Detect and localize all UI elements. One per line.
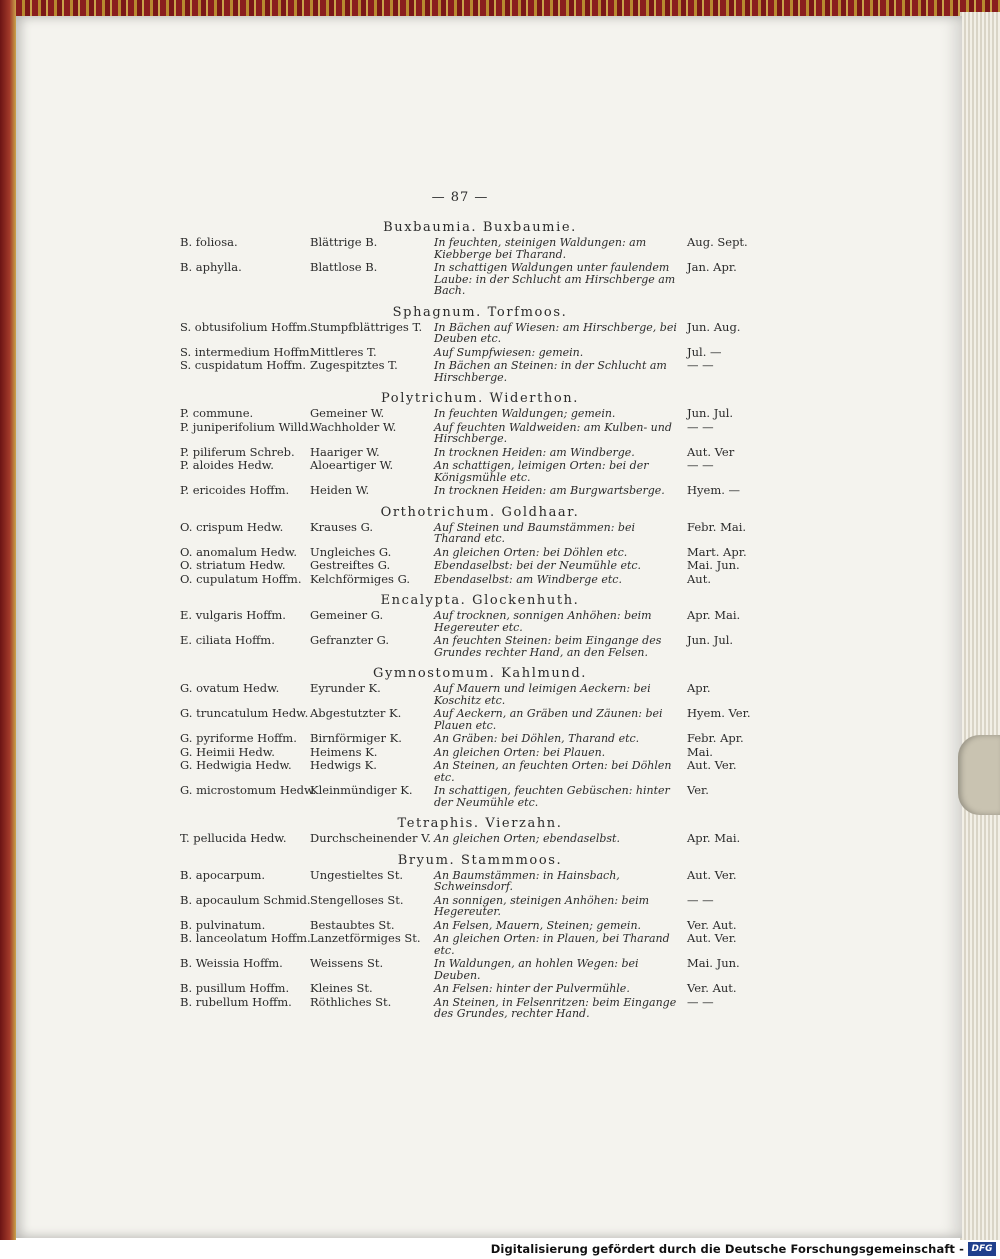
habitat-text: An Steinen, an feuchten Orten: bei Döhlen etc. — [434, 759, 672, 784]
latin-name: G. microstomum Hedw. — [180, 783, 317, 797]
german-name: Haariger W. — [310, 444, 380, 459]
german-name: Lanzetförmiges St. — [310, 931, 421, 945]
species-row — [180, 708, 760, 731]
habitat-text: Auf trocknen, sonnigen Anhöhen: beim Hegereuter etc. — [434, 609, 652, 634]
season-text: Aut. Ver. — [687, 758, 737, 772]
season-text: Apr. Mai. — [687, 608, 741, 622]
species-row — [180, 319, 760, 345]
species-row — [180, 733, 760, 745]
season-text: Jan. Apr. — [687, 260, 737, 274]
species-row — [180, 635, 760, 658]
season-text: Jun. Aug. — [687, 319, 741, 334]
habitat-text: In Bächen auf Wiesen: am Hirschberge, bei Deuben etc. — [434, 320, 677, 345]
season-text: Mai. — [687, 744, 713, 759]
german-name: Ungleiches G. — [310, 544, 392, 559]
species-row — [180, 867, 760, 893]
habitat-text: Auf feuchten Waldweiden: am Kulben- und Hirschberge. — [434, 420, 672, 445]
season-text: Aut. Ver. — [687, 931, 737, 945]
german-name: Mittleres T. — [310, 344, 377, 359]
german-name: Stumpfblättriges T. — [310, 319, 423, 334]
latin-name: O. anomalum Hedw. — [180, 544, 297, 559]
german-name: Blättrige B. — [310, 235, 378, 249]
habitat-text: An Steinen, in Felsenritzen: beim Eingange des Grundes, rechter Hand. — [434, 995, 677, 1020]
species-row — [180, 933, 760, 956]
season-text: Mai. Jun. — [687, 558, 740, 572]
season-text: — — — [687, 358, 714, 372]
german-name: Wachholder W. — [310, 419, 397, 434]
habitat-text: Ebendaselbst: am Windberge etc. — [434, 572, 622, 586]
latin-name: E. vulgaris Hoffm. — [180, 608, 286, 622]
season-text: — — — [687, 994, 714, 1009]
habitat-text: An feuchten Steinen: beim Eingange des Grundes rechter Hand, an den Felsen. — [434, 634, 662, 659]
latin-name: B. foliosa. — [180, 235, 238, 249]
habitat-text: An Felsen, Mauern, Steinen; gemein. — [434, 918, 642, 932]
latin-name: P. piliferum Schreb. — [180, 444, 295, 459]
species-row — [180, 519, 760, 545]
season-text: — — — [687, 458, 714, 472]
latin-name: B. lanceolatum Hoffm. — [180, 931, 311, 945]
latin-name: B. rubellum Hoffm. — [180, 994, 292, 1009]
species-row — [180, 485, 760, 497]
german-name: Bestaubtes St. — [310, 917, 395, 932]
habitat-text: An schattigen, leimigen Orten: bei der Königsmühle etc. — [434, 459, 649, 484]
habitat-text: Auf Sumpfwiesen: gemein. — [434, 345, 584, 359]
habitat-text: In feuchten, steinigen Waldungen: am Kiebberge bei Tharand. — [434, 236, 647, 261]
latin-name: P. aloides Hedw. — [180, 458, 274, 472]
species-row — [180, 683, 760, 706]
species-row — [180, 994, 760, 1020]
german-name: Gestreiftes G. — [310, 558, 391, 572]
species-row — [180, 983, 760, 995]
german-name: Stengelloses St. — [310, 892, 404, 907]
species-row — [180, 444, 760, 459]
genus-heading: Gymnostomum. Kahlmund. — [373, 666, 587, 681]
latin-name: P. commune. — [180, 406, 254, 420]
season-text: Jul. — — [687, 344, 722, 359]
german-name: Gefranzter G. — [310, 633, 390, 647]
latin-name: B. apocarpum. — [180, 867, 266, 882]
species-row — [180, 744, 760, 759]
german-name: Blattlose B. — [310, 260, 378, 274]
latin-name: S. cuspidatum Hoffm. — [180, 358, 307, 372]
habitat-text: An gleichen Orten: bei Plauen. — [434, 745, 606, 759]
species-row — [180, 958, 760, 981]
latin-name: B. aphylla. — [180, 260, 242, 274]
habitat-text: Auf Mauern und leimigen Aeckern: bei Koschitz etc. — [434, 682, 651, 707]
habitat-text: In schattigen Waldungen unter faulendem Laube: in der Schlucht am Hirschberge am Bach. — [434, 261, 676, 297]
species-row — [180, 571, 760, 586]
species-row — [180, 560, 760, 572]
habitat-text: An Baumstämmen: in Hainsbach, Schweinsdorf. — [434, 868, 620, 893]
german-name: Gemeiner W. — [310, 406, 385, 420]
habitat-text: An gleichen Orten: bei Döhlen etc. — [434, 545, 628, 559]
species-row — [180, 419, 760, 445]
season-text: Apr. Mai. — [687, 831, 741, 845]
season-text: Aut. Ver. — [687, 867, 737, 882]
latin-name: G. pyriforme Hoffm. — [180, 731, 297, 745]
season-text: Hyem. — — [687, 483, 741, 497]
species-row — [180, 344, 760, 359]
german-name: Aloeartiger W. — [310, 458, 394, 472]
latin-name: E. ciliata Hoffm. — [180, 633, 275, 647]
season-text: Ver. — [687, 783, 709, 797]
genus-heading: Bryum. Stammmoos. — [397, 852, 563, 868]
german-name: Weissens St. — [310, 956, 384, 970]
german-name: Gemeiner G. — [310, 608, 384, 622]
german-name: Abgestutzter K. — [310, 706, 402, 720]
latin-name: G. ovatum Hedw. — [180, 681, 280, 695]
habitat-text: In Waldungen, an hohlen Wegen: bei Deuben. — [434, 957, 639, 982]
german-name: Krauses G. — [310, 519, 374, 534]
season-text: Aut. — [687, 571, 711, 586]
german-name: Durchscheinender V. — [310, 831, 432, 845]
habitat-text: In trocknen Heiden: am Burgwartsberge. — [434, 484, 665, 497]
genus-heading: Polytrichum. Widerthon. — [380, 391, 579, 406]
season-text: Febr. Mai. — [687, 519, 747, 534]
season-text: — — — [687, 419, 714, 434]
latin-name: O. crispum Hedw. — [180, 519, 284, 534]
german-name: Ungestieltes St. — [310, 867, 404, 882]
genus-heading: Buxbaumia. Buxbaumie. — [383, 220, 577, 235]
latin-name: O. cupulatum Hoffm. — [180, 571, 302, 586]
species-row — [180, 262, 760, 297]
latin-name: G. Heimii Hedw. — [180, 744, 275, 759]
german-name: Röthliches St. — [310, 994, 392, 1009]
habitat-text: In feuchten Waldungen; gemein. — [434, 407, 616, 420]
season-text: Ver. Aut. — [687, 917, 737, 932]
species-row — [180, 408, 760, 420]
season-text: Apr. — [687, 681, 711, 695]
german-name: Kelchförmiges G. — [310, 571, 411, 586]
latin-name: O. striatum Hedw. — [180, 558, 286, 572]
german-name: Hedwigs K. — [310, 758, 377, 772]
german-name: Heimens K. — [310, 744, 378, 759]
habitat-text: Auf Aeckern, an Gräben und Zäunen: bei Plauen etc. — [434, 707, 663, 732]
habitat-text: An Gräben: bei Döhlen, Tharand etc. — [434, 732, 640, 745]
genus-heading: Tetraphis. Vierzahn. — [397, 816, 563, 831]
latin-name: P. ericoides Hoffm. — [180, 483, 290, 497]
season-text: Aut. Ver — [687, 444, 735, 459]
latin-name: B. pusillum Hoffm. — [180, 981, 290, 995]
latin-name: S. intermedium Hoffm. — [180, 344, 314, 359]
german-name: Eyrunder K. — [310, 681, 381, 695]
genus-heading: Orthotrichum. Goldhaar. — [380, 504, 580, 520]
habitat-text: In trocknen Heiden: am Windberge. — [434, 445, 635, 459]
habitat-text: In schattigen, feuchten Gebüschen: hinter der Neumühle etc. — [434, 784, 670, 809]
latin-name: G. Hedwigia Hedw. — [180, 758, 292, 772]
genus-heading: Encalypta. Glockenhuth. — [380, 593, 580, 608]
season-text: Mart. Apr. — [687, 544, 747, 559]
genus-heading: Sphagnum. Torfmoos. — [392, 304, 568, 320]
habitat-text: An gleichen Orten: in Plauen, bei Tharand etc. — [434, 932, 670, 957]
species-row — [180, 544, 760, 559]
habitat-text: An Felsen: hinter der Pulvermühle. — [434, 982, 630, 995]
german-name: Heiden W. — [310, 483, 370, 497]
page-edges — [960, 12, 1000, 1240]
latin-name: T. pellucida Hedw. — [180, 831, 287, 845]
german-name: Kleines St. — [310, 981, 373, 995]
latin-name: P. juniperifolium Willd. — [180, 419, 313, 434]
season-text: Hyem. Ver. — [687, 706, 751, 720]
species-row — [180, 460, 760, 483]
page-content — [180, 190, 760, 1022]
season-text: Febr. Apr. — [687, 731, 744, 745]
latin-name: G. truncatulum Hedw. — [180, 706, 309, 720]
book-binding-left — [0, 0, 16, 1240]
german-name: Birnförmiger K. — [310, 731, 402, 745]
season-text: Jun. Jul. — [687, 633, 734, 647]
season-text: Ver. Aut. — [687, 981, 737, 995]
habitat-text: An sonnigen, steinigen Anhöhen: beim Hegereuter. — [434, 893, 650, 918]
species-row — [180, 237, 760, 260]
species-list — [180, 220, 760, 1020]
footer — [0, 1240, 1000, 1259]
season-text: Jun. Jul. — [687, 406, 734, 420]
latin-name: S. obtusifolium Hoffm. — [180, 319, 311, 334]
latin-name: B. pulvinatum. — [180, 917, 266, 932]
season-text: Aug. Sept. — [687, 235, 748, 249]
season-text: — — — [687, 892, 714, 907]
species-row — [180, 760, 760, 783]
page-clip — [958, 735, 1000, 815]
species-row — [180, 610, 760, 633]
german-name: Zugespitztes T. — [310, 358, 398, 372]
habitat-text: In Bächen an Steinen: in der Schlucht am Hirschberge. — [434, 359, 667, 384]
habitat-text: Auf Steinen und Baumstämmen: bei Tharand etc. — [434, 520, 635, 545]
latin-name: B. apocaulum Schmid. — [180, 892, 311, 907]
latin-name: B. Weissia Hoffm. — [180, 956, 283, 970]
habitat-text: Ebendaselbst: bei der Neumühle etc. — [434, 559, 642, 572]
habitat-text: An gleichen Orten; ebendaselbst. — [434, 832, 620, 845]
species-row — [180, 892, 760, 918]
species-row — [180, 833, 760, 845]
page-number: — 87 — — [431, 190, 489, 205]
species-row — [180, 785, 760, 808]
season-text: Mai. Jun. — [687, 956, 740, 970]
footer-text: Digitalisierung gefördert durch die Deutsche Forschungsgemeinschaft - — [490, 1242, 964, 1256]
species-row — [180, 917, 760, 932]
dfg-logo-icon: DFG — [968, 1242, 996, 1256]
species-row — [180, 360, 760, 383]
german-name: Kleinmündiger K. — [310, 783, 413, 797]
